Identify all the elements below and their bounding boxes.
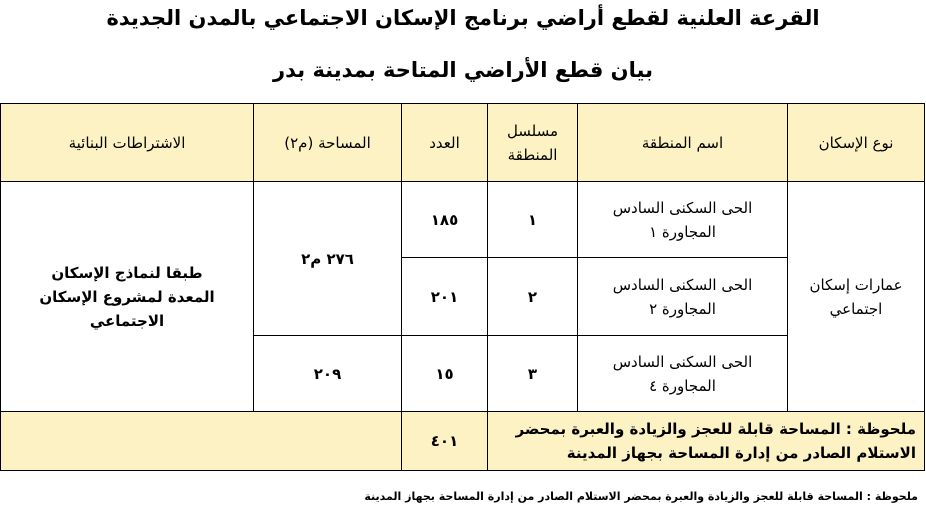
- area-m2-cell: ٢٧٦ م٢: [254, 182, 402, 336]
- total-note-cell: ملحوظة : المساحة قابلة للعجز والزيادة والعبرة بمحضر الاستلام الصادر من إدارة المساحة بجهاز المدينة: [488, 412, 925, 471]
- area-m2-cell: ٢٠٩: [254, 336, 402, 412]
- count-cell: ٢٠١: [402, 258, 488, 336]
- area-name-cell: [578, 336, 788, 412]
- area-name-label: الحى السكنى السادس المجاورة ١: [612, 198, 753, 241]
- document-subtitle: بيان قطع الأراضي المتاحة بمدينة بدر: [273, 58, 653, 82]
- area-name-label: الحى السكنى السادس المجاورة ٢: [612, 275, 753, 318]
- footnote: ملحوظة : المساحة قابلة للعجز والزيادة والعبرة بمحضر الاستلام الصادر من إدارة المساحة بجهاز المدينة: [364, 490, 918, 503]
- land-plots-table: [0, 103, 925, 471]
- area-name-label: الحى السكنى السادس المجاورة ٤: [612, 352, 753, 395]
- serial-cell: ٣: [488, 336, 578, 412]
- count-cell: ١٥: [402, 336, 488, 412]
- serial-cell: ٢: [488, 258, 578, 336]
- header-area-serial: [488, 104, 578, 182]
- header-area-m2: المساحة (م٢): [254, 104, 402, 182]
- total-count-cell: ٤٠١: [402, 412, 488, 471]
- header-area-serial-label: مسلسل المنطقة: [506, 121, 559, 164]
- area-name-cell: [578, 182, 788, 258]
- header-count: العدد: [402, 104, 488, 182]
- header-building-conditions: الاشتراطات البنائية: [1, 104, 254, 182]
- building-conditions-label: طبقا لنماذج الإسكان المعدة لمشروع الإسكان الاجتماعي: [39, 263, 215, 330]
- document-title: القرعة العلنية لقطع أراضي برنامج الإسكان الاجتماعي بالمدن الجديدة: [106, 6, 820, 30]
- table-row: [1, 182, 925, 258]
- area-name-cell: [578, 258, 788, 336]
- housing-type-label: عمارات إسكان اجتماعي: [809, 275, 903, 318]
- total-empty-cell: [1, 412, 402, 471]
- serial-cell: ١: [488, 182, 578, 258]
- building-conditions-cell: [1, 182, 254, 412]
- header-area-name: اسم المنطقة: [578, 104, 788, 182]
- header-housing-type: نوع الإسكان: [788, 104, 925, 182]
- housing-type-cell: [788, 182, 925, 412]
- total-row: [1, 412, 925, 471]
- table-header-row: [1, 104, 925, 182]
- count-cell: ١٨٥: [402, 182, 488, 258]
